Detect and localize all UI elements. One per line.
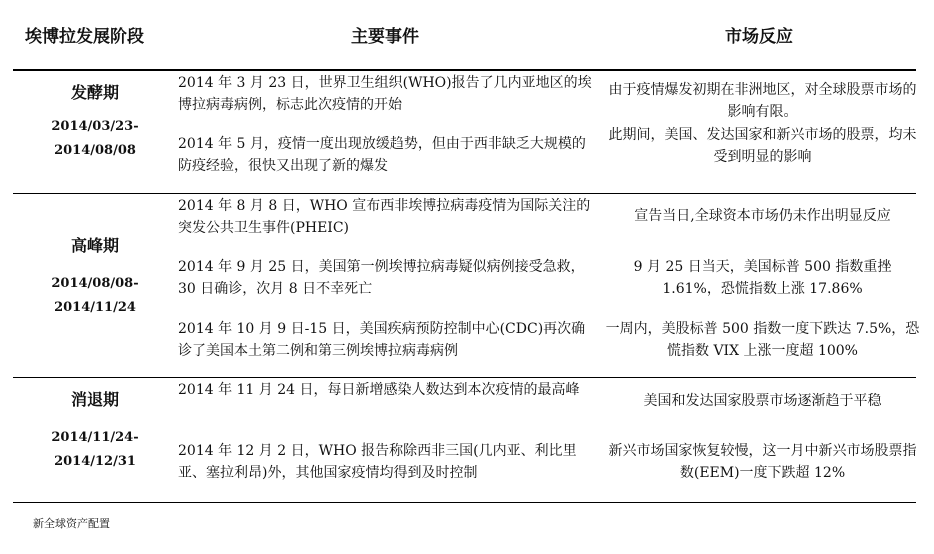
event-text: 2014 年 9 月 25 日，美国第一例埃博拉病毒疑似病例接受急救，30 日确诊，次月 8 日不幸死亡 — [178, 259, 585, 297]
event-text: 2014 年 10 月 9 日-15 日，美国疾病预防控制中心(CDC)再次确诊了美国本土第二例和第三例埃博拉病毒病例 — [178, 321, 586, 359]
stage-date-start: 2014/08/08- — [51, 276, 139, 291]
stage-divider — [13, 193, 916, 194]
reaction-text: 宣告当日,全球资本市场仍未作出明显反应 — [634, 208, 891, 224]
event-text: 2014 年 12 月 2 日，WHO 报告称除西非三国(几内亚、利比里亚、塞拉利昂)外，其他国家疫情均得到及时控制 — [178, 443, 577, 481]
bottom-rule — [13, 502, 916, 503]
stage-date-start: 2014/03/23- — [51, 119, 139, 134]
reaction-text: 此期间，美国、发达国家和新兴市场的股票，均未受到明显的影响 — [608, 127, 917, 165]
reaction-text: 9 月 25 日当天，美国标普 500 指数重挫 1.61%，恐慌指数上涨 17.86% — [633, 259, 892, 297]
source-note: 新全球资产配置 — [33, 517, 110, 530]
stage-divider — [13, 377, 916, 378]
stage-name: 发酵期 — [70, 83, 119, 102]
event-text: 2014 年 5 月，疫情一度出现放缓趋势，但由于西非缺乏大规模的防疫经验，很快又出现了新的爆发 — [178, 136, 586, 174]
reaction-text: 新兴市场国家恢复较慢，这一月中新兴市场股票指数(EEM)一度下跌超 12% — [608, 443, 917, 481]
stage-date-end: 2014/11/24 — [54, 300, 136, 315]
stage-cell — [30, 80, 160, 163]
header-rule — [13, 69, 916, 71]
event-text: 2014 年 11 月 24 日，每日新增感染人数达到本次疫情的最高峰 — [178, 382, 580, 398]
stage-cell — [30, 387, 160, 474]
event-text: 2014 年 8 月 8 日，WHO 宣布西非埃博拉病毒疫情为国际关注的突发公共卫生事件(PHEIC) — [178, 198, 591, 236]
stage-cell — [30, 233, 160, 320]
stage-date-start: 2014/11/24- — [51, 430, 139, 445]
stage-name: 高峰期 — [70, 236, 119, 255]
header-events: 主要事件 — [351, 27, 419, 47]
stage-date-end: 2014/12/31 — [54, 454, 136, 469]
reaction-text: 一周内，美股标普 500 指数一度下跌达 7.5%，恐慌指数 VIX 上涨一度超 100% — [605, 321, 920, 359]
stage-date-end: 2014/08/08 — [54, 143, 136, 158]
header-reaction: 市场反应 — [725, 27, 793, 47]
reaction-text: 由于疫情爆发初期在非洲地区，对全球股票市场的影响有限。 — [608, 82, 917, 120]
reaction-text: 美国和发达国家股票市场逐渐趋于平稳 — [643, 393, 882, 409]
stage-name: 消退期 — [70, 390, 119, 409]
event-text: 2014 年 3 月 23 日，世界卫生组织(WHO)报告了几内亚地区的埃博拉病毒病例，标志此次疫情的开始 — [178, 75, 592, 113]
header-stage: 埃博拉发展阶段 — [25, 27, 144, 47]
